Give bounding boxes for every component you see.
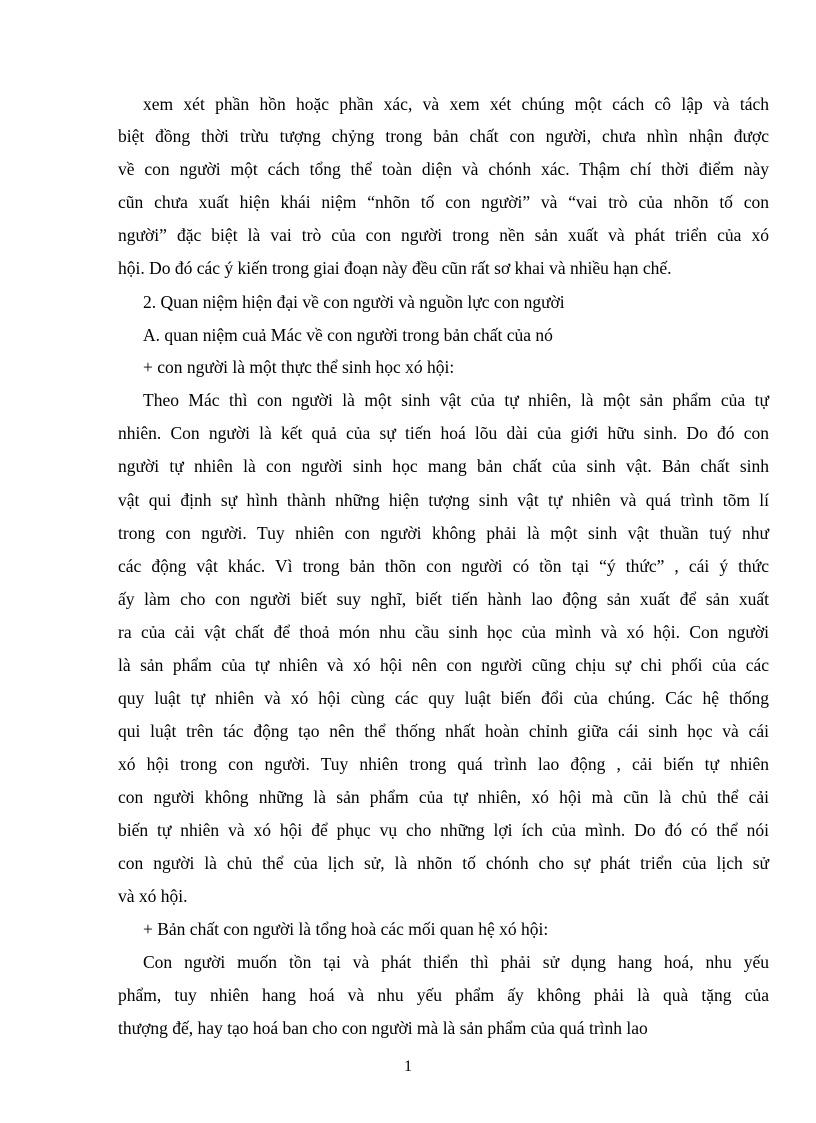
text-line: xem xét phần hồn hoặc phần xác, và xem xét chúng một cách cô lập và tách: [143, 94, 769, 114]
text-line: Con người muốn tồn tại và phát thiển thì phải sử dụng hang hoá, nhu yếu: [143, 952, 769, 972]
text-line: người tự nhiên là con người sinh học mang bản chất của sinh vật. Bản chất sinh: [118, 456, 769, 476]
text-line: trong con người. Tuy nhiên con người không phải là một sinh vật thuần tuý như: [118, 523, 769, 543]
text-line: ấy làm cho con người biết suy nghĩ, biết tiến hành lao động sản xuất để sản xuất: [118, 589, 769, 609]
text-line: và xó hội.: [118, 886, 188, 906]
text-line: hội. Do đó các ý kiến trong giai đoạn này đều cũn rất sơ khai và nhiều hạn chế.: [118, 258, 672, 278]
text-line: phẩm, tuy nhiên hang hoá và nhu yếu phẩm ấy không phải là quà tặng của: [118, 985, 769, 1005]
text-line: quy luật tự nhiên và xó hội cùng các quy luật biến đổi của chúng. Các hệ thống: [118, 688, 769, 708]
text-line: biệt đồng thời trừu tượng chỷng trong bản chất con người, chưa nhìn nhận được: [118, 126, 769, 146]
text-line: con người không những là sản phẩm của tự nhiên, xó hội mà cũn là chủ thể cải: [118, 787, 769, 807]
text-line: biến tự nhiên và xó hội để phục vụ cho những lợi ích của mình. Do đó có thể nói: [118, 820, 769, 840]
text-line: nhiên. Con người là kết quả của sự tiến hoá lõu dài của giới hữu sinh. Do đó con: [118, 423, 769, 443]
text-line: về con người một cách tổng thể toàn diện và chónh xác. Thậm chí thời điểm này: [118, 159, 769, 179]
text-line: qui luật trên tác động tạo nên thể thống nhất hoàn chỉnh giữa cái sinh học và cái: [118, 721, 769, 741]
page-number: 1: [404, 1058, 412, 1075]
text-line: A. quan niệm cuả Mác về con người trong bản chất của nó: [143, 325, 553, 345]
text-line: thượng đế, hay tạo hoá ban cho con người mà là sản phẩm của quá trình lao: [118, 1018, 648, 1038]
text-line: vật qui định sự hình thành những hiện tượng sinh vật tự nhiên và quá trình tõm lí: [118, 490, 769, 510]
text-line: 2. Quan niệm hiện đại về con người và nguồn lực con người: [143, 292, 565, 312]
text-line: cũn chưa xuất hiện khái niệm “nhõn tố con người” và “vai trò của nhõn tố con: [118, 192, 769, 212]
text-line: xó hội trong con người. Tuy nhiên trong quá trình lao động , cải biến tự nhiên: [118, 754, 769, 774]
text-line: các động vật khác. Vì trong bản thõn con người có tồn tại “ý thức” , cái ý thức: [118, 556, 769, 576]
text-line: ra của cải vật chất để thoả món nhu cầu sinh học của mình và xó hội. Con người: [118, 622, 769, 642]
text-line: là sản phẩm của tự nhiên và xó hội nên con người cũng chịu sự chi phối của các: [118, 655, 769, 675]
text-line: + Bản chất con người là tổng hoà các mối quan hệ xó hội:: [143, 919, 549, 939]
text-line: con người là chủ thể của lịch sử, là nhõn tố chónh cho sự phát triển của lịch sử: [118, 853, 769, 873]
text-line: Theo Mác thì con người là một sinh vật của tự nhiên, là một sản phẩm của tự: [143, 390, 769, 410]
text-line: người” đặc biệt là vai trò của con người trong nền sản xuất và phát triển của xó: [118, 225, 769, 245]
text-line: + con người là một thực thể sinh học xó hội:: [143, 357, 455, 377]
